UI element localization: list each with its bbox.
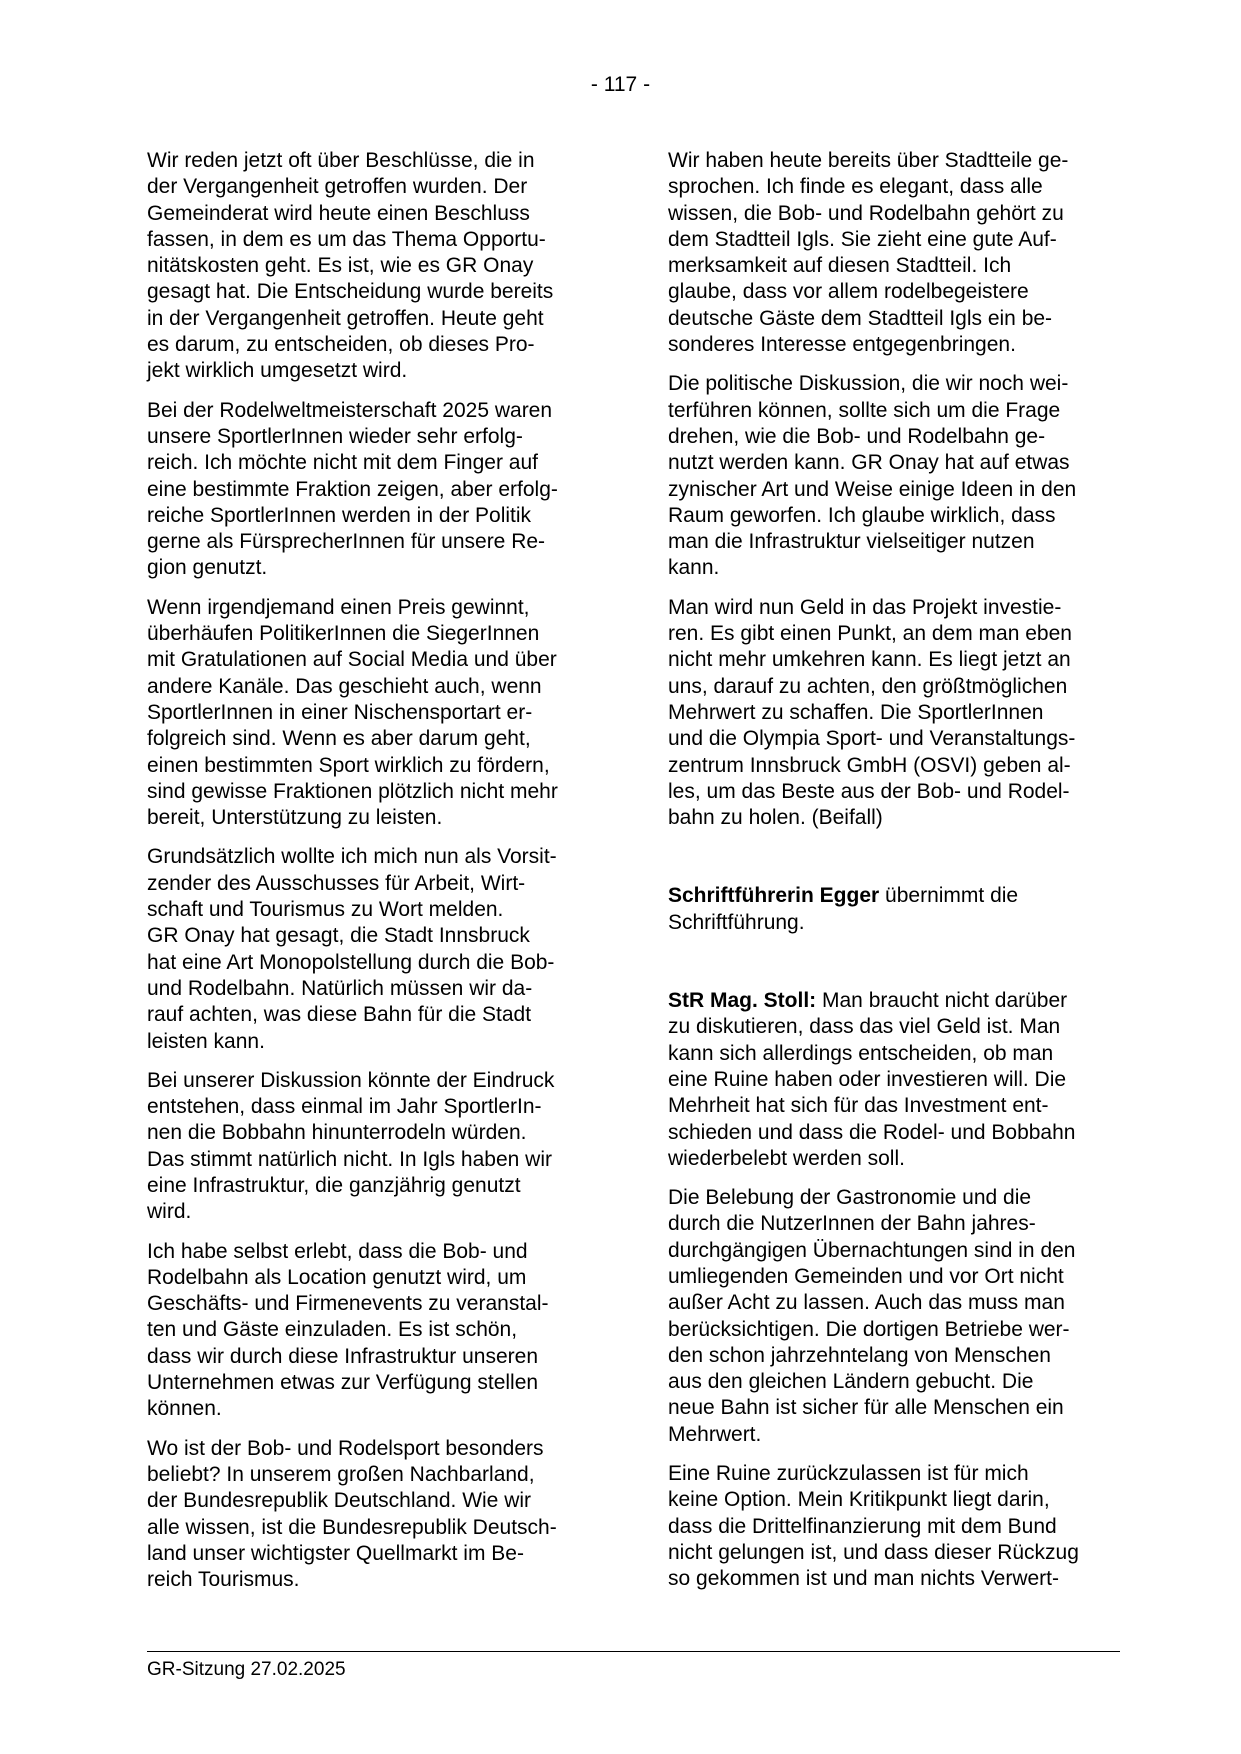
right-column [668, 148, 1118, 1606]
notice-text: übernimmt die Schriftführung. [668, 884, 1019, 934]
paragraph: Die politische Diskussion, die wir noch wei- terführen können, sollte sich um die Frage drehen, wie die Bob- und Rodelbahn ge- nutzt werden kann. GR Onay hat auf etwas zynischer Art und Weise einige Ideen in den Raum geworfen. Ich glaube wirklich, dass man die Infrastruktur vielseitiger nutzen kann. [668, 372, 1077, 580]
paragraph: Grundsätzlich wollte ich mich nun als Vorsit- zender des Ausschusses für Arbeit, Wirt- schaft und Tourismus zu Wort melden. GR Onay hat gesagt, die Stadt Innsbruck hat eine Art Monopolstellung durch die Bob- und Rodelbahn. Natürlich müssen wir da- rauf achten, was diese Bahn für die Stadt leisten kann. [147, 845, 557, 1053]
paragraph: Die Belebung der Gastronomie und die durch die NutzerInnen der Bahn jahres- durchgängigen Übernachtungen sind in den umliegenden Gemeinden und vor Ort nicht außer Acht zu lassen. Auch das muss man berücksichtigen. Die dortigen Betriebe wer- den schon jahrzehntelang von Menschen aus den gleichen Ländern gebucht. Die neue Bahn ist sicher für alle Menschen ein Mehrwert. [668, 1186, 1076, 1446]
secretary-notice [668, 883, 1118, 936]
paragraph: Bei unserer Diskussion könnte der Eindruck entstehen, dass einmal im Jahr SportlerIn- nen die Bobbahn hinunterrodeln würden. Das stimmt natürlich nicht. In Igls haben wir eine Infrastruktur, die ganzjährig genutzt wird. [147, 1068, 555, 1224]
speaker-name: Schriftführerin Egger [668, 884, 880, 908]
speech-paragraph [668, 988, 1118, 1172]
speech-text: Man braucht nicht darüber zu diskutieren, dass das viel Geld ist. Man kann sich allerdings entscheiden, ob man eine Ruine haben oder investieren will. Die Mehrheit hat sich für das Investment ent- schieden und dass die Rodel- und Bobbahn wiederbelebt werden soll. [668, 989, 1076, 1170]
footer-session-date: GR-Sitzung 27.02.2025 [147, 1659, 346, 1680]
paragraph: Wenn irgendjemand einen Preis gewinnt, überhäufen PolitikerInnen die SiegerInnen mit Gratulationen auf Social Media und über andere Kanäle. Das geschieht auch, wenn SportlerInnen in einer Nischensportart er- folgreich sind. Wenn es aber darum geht, einen bestimmten Sport wirklich zu fördern, sind gewisse Fraktionen plötzlich nicht mehr bereit, Unterstützung zu leisten. [147, 595, 558, 830]
paragraph: Ich habe selbst erlebt, dass die Bob- und Rodelbahn als Location genutzt wird, um Geschäfts- und Firmenevents zu veranstal- ten und Gäste einzuladen. Es ist schön, dass wir durch diese Infrastruktur unseren Unternehmen etwas zur Verfügung stellen können. [147, 1239, 549, 1421]
paragraph: Bei der Rodelweltmeisterschaft 2025 waren unsere SportlerInnen wieder sehr erfolg- reich. Ich möchte nicht mit dem Finger auf eine bestimmte Fraktion zeigen, aber erfolg- reiche SportlerInnen werden in der Politik gerne als FürsprecherInnen für unsere Re- gion genutzt. [147, 398, 558, 580]
paragraph: Wir haben heute bereits über Stadtteile ge- sprochen. Ich finde es elegant, dass alle wissen, die Bob- und Rodelbahn gehört zu dem Stadtteil Igls. Sie zieht eine gute Auf- merksamkeit auf diesen Stadtteil. Ich glaube, dass vor allem rodelbegeistere deutsche Gäste dem Stadtteil Igls ein be- sonderes Interesse entgegenbringen. [668, 149, 1069, 357]
left-column [147, 148, 597, 1606]
page-number: - 117 - [590, 73, 651, 96]
paragraph: Wir reden jetzt oft über Beschlüsse, die in der Vergangenheit getroffen wurden. Der Gemeinderat wird heute einen Beschluss fassen, in dem es um das Thema Opportu- nitätskosten geht. Es ist, wie es GR Onay gesagt hat. Die Entscheidung wurde bereits in der Vergangenheit getroffen. Heute geht es darum, zu entscheiden, ob dieses Pro- jekt wirklich umgesetzt wird. [147, 149, 554, 383]
speaker-name: StR Mag. Stoll: [668, 989, 817, 1013]
footer-divider [147, 1651, 1120, 1652]
paragraph: Eine Ruine zurückzulassen ist für mich keine Option. Mein Kritikpunkt liegt darin, dass die Drittelfinanzierung mit dem Bund nicht gelungen ist, und dass dieser Rückzug so gekommen ist und man nichts Verwert- [668, 1462, 1079, 1591]
paragraph: Wo ist der Bob- und Rodelsport besonders beliebt? In unserem großen Nachbarland, der Bundesrepublik Deutschland. Wie wir alle wissen, ist die Bundesrepublik Deutsch- land unser wichtigster Quellmarkt im Be- reich Tourismus. [147, 1436, 557, 1592]
paragraph: Man wird nun Geld in das Projekt investie- ren. Es gibt einen Punkt, an dem man eben nicht mehr umkehren kann. Es liegt jetzt an uns, darauf zu achten, den größtmöglichen Mehrwert zu schaffen. Die SportlerInnen und die Olympia Sport- und Veranstaltungs- zentrum Innsbruck GmbH (OSVI) geben al- les, um das Beste aus der Bob- und Rodel- bahn zu holen. (Beifall) [668, 595, 1076, 830]
